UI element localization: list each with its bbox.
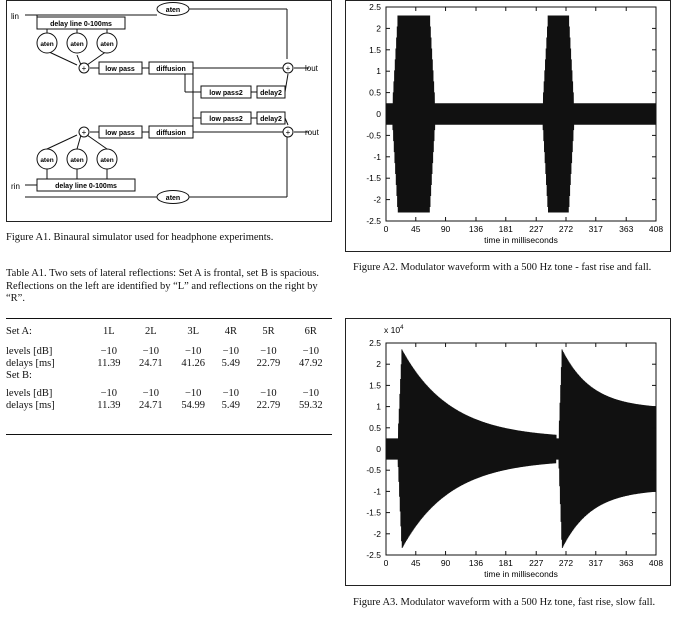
x-tick-label: 45 (411, 558, 421, 568)
table-row (6, 358, 332, 370)
aten-circle-5-label: aten (70, 157, 84, 164)
figure-a3-caption: Figure A3. Modulator waveform with a 500 Hz tone, fast rise, slow fall. (353, 597, 656, 608)
table-top-rule (6, 318, 332, 319)
y-tick-label: 2 (376, 359, 381, 370)
y-tick-label: 0.5 (369, 422, 381, 433)
cell: 24.71 (139, 400, 163, 411)
cell: −10 (222, 388, 240, 399)
x-tick-label: 363 (619, 558, 634, 568)
low-pass-top-label: low pass (105, 66, 135, 73)
y-multiplier-label: x $10^4$ (384, 325, 404, 335)
diffusion-bottom-label: diffusion (156, 130, 186, 137)
aten-top-label: aten (165, 7, 181, 14)
low-pass-bottom-label: low pass (105, 130, 135, 137)
y-tick-label: 0 (376, 109, 381, 119)
x-tick-label: 408 (648, 224, 664, 234)
figure-a1-caption: Figure A1. Binaural simulator used for headphone experiments. (6, 232, 274, 243)
cell: −10 (100, 388, 118, 399)
table-bottom-rule (6, 434, 332, 435)
y-tick-label: -1 (373, 151, 381, 162)
row-label: levels [dB] (6, 388, 53, 399)
y-tick-label: -1.5 (366, 507, 381, 518)
aten-circle-1-label: aten (40, 41, 54, 48)
sum-lout-label: + (285, 64, 291, 73)
x-tick-label: 136 (468, 224, 484, 234)
delay2-lower-label: delay2 (260, 116, 282, 123)
x-tick-label: 181 (498, 224, 513, 234)
row-label: delays [ms] (6, 400, 55, 411)
cell: 5.49 (221, 400, 240, 411)
y-tick-label: -1 (373, 486, 381, 497)
reflections-table (6, 326, 332, 412)
waveform-line (386, 16, 656, 213)
x-tick-label: 272 (558, 224, 574, 234)
y-tick-label: -2.5 (366, 550, 381, 560)
x-tick-label: 181 (498, 558, 513, 568)
y-tick-label: -1.5 (366, 173, 381, 184)
cell: −10 (222, 346, 240, 357)
x-tick-label: 227 (529, 558, 544, 568)
cell: −10 (184, 346, 202, 357)
y-multiplier-exponent: 4 (400, 325, 404, 331)
low-pass2-upper-label: low pass2 (209, 90, 243, 97)
cell: 22.79 (256, 358, 281, 369)
x-tick-label: 90 (440, 558, 451, 568)
y-tick-label: 1.5 (369, 380, 381, 391)
x-tick-label: 317 (588, 224, 603, 234)
figure-a3-frame (345, 318, 671, 586)
y-tick-label: 2.5 (369, 338, 381, 348)
y-tick-label: 1.5 (369, 44, 381, 55)
aten-bottom-label: aten (165, 195, 181, 202)
lout-label: lout (305, 64, 318, 73)
cell: 24.71 (139, 358, 163, 369)
col-header: 1L (103, 326, 115, 337)
set-a-label: Set A: (6, 326, 32, 337)
diffusion-top-label: diffusion (156, 66, 186, 73)
diagram-svg (7, 1, 333, 223)
cell: −10 (260, 346, 277, 357)
rin-label: rin (11, 182, 20, 191)
y-tick-label: 2.5 (369, 2, 381, 12)
cell: 41.26 (181, 358, 205, 369)
lin-label: lin (11, 12, 20, 21)
delay-line-bottom-label: delay line 0-100ms (55, 183, 117, 190)
y-tick-label: -2 (373, 194, 381, 205)
y-tick-label: -2 (373, 528, 381, 539)
col-header: 5R (262, 326, 275, 337)
figure-a2-frame (345, 0, 671, 252)
set-b-label: Set B: (6, 370, 32, 381)
cell: −10 (302, 346, 320, 357)
table-a1-caption: Table A1. Two sets of lateral reflections: Set A is frontal, set B is spacious. Reflections on the left are identified by “L” and reflections on the right by “R”. (6, 268, 319, 304)
y-tick-label: 1 (376, 401, 381, 412)
cell: −10 (142, 346, 160, 357)
sum-rout-label: + (285, 128, 291, 137)
cell: 5.49 (221, 358, 240, 369)
delay-line-top-label: delay line 0-100ms (50, 21, 112, 28)
y-tick-label: -0.5 (366, 130, 381, 141)
aten-circle-4-label: aten (40, 157, 54, 164)
cell: 22.79 (256, 400, 281, 411)
cell: 11.39 (97, 400, 121, 411)
col-header: 2L (145, 326, 157, 337)
aten-circle-3-label: aten (100, 41, 114, 48)
x-tick-label: 136 (468, 558, 484, 568)
x-tick-label: 0 (383, 558, 389, 568)
y-tick-label: 1 (376, 66, 381, 77)
figure-a2-caption: Figure A2. Modulator waveform with a 500 Hz tone - fast rise and fall. (353, 262, 652, 273)
figure-a3-plot (346, 319, 670, 585)
x-tick-label: 363 (619, 224, 634, 234)
sum-top-label: + (81, 64, 87, 73)
cell: 54.99 (181, 400, 205, 411)
figure-a2-plot (346, 1, 670, 251)
table-header-row (6, 326, 332, 338)
low-pass2-lower-label: low pass2 (209, 116, 243, 123)
table-row (6, 400, 332, 412)
col-header: 6R (304, 326, 317, 337)
cell: 11.39 (97, 358, 121, 369)
x-tick-label: 317 (588, 558, 603, 568)
waveform-line (386, 349, 656, 548)
delay2-upper-label: delay2 (260, 90, 282, 97)
table-row (6, 388, 332, 400)
y-tick-label: 2 (376, 23, 381, 34)
row-label: delays [ms] (6, 358, 55, 369)
cell: −10 (302, 388, 320, 399)
table-row (6, 346, 332, 358)
aten-circle-6-label: aten (100, 157, 114, 164)
row-label: levels [dB] (6, 346, 53, 357)
x-tick-label: 272 (558, 558, 574, 568)
set-b-row (6, 370, 332, 382)
x-axis-label: time in milliseconds (484, 235, 558, 245)
x-tick-label: 408 (648, 558, 664, 568)
x-axis-label: time in milliseconds (484, 569, 558, 579)
cell: −10 (260, 388, 277, 399)
cell: 59.32 (299, 400, 323, 411)
cell: 47.92 (299, 358, 323, 369)
waveform-series (386, 16, 656, 213)
x-tick-label: 0 (383, 224, 389, 234)
cell: −10 (184, 388, 202, 399)
cell: −10 (100, 346, 118, 357)
y-tick-label: 0 (376, 444, 381, 454)
y-tick-label: 0.5 (369, 87, 381, 98)
x-tick-label: 227 (529, 224, 544, 234)
binaural-simulator-diagram (6, 0, 332, 222)
y-tick-label: -0.5 (366, 465, 381, 476)
cell: −10 (142, 388, 160, 399)
y-tick-label: -2.5 (366, 216, 381, 226)
aten-circle-2-label: aten (70, 41, 84, 48)
col-header: 4R (224, 326, 237, 337)
col-header: 3L (187, 326, 200, 337)
waveform-series (386, 349, 656, 548)
x-tick-label: 90 (440, 224, 451, 234)
sum-bottom-label: + (81, 128, 87, 137)
rout-label: rout (305, 128, 319, 137)
x-tick-label: 45 (411, 224, 421, 234)
